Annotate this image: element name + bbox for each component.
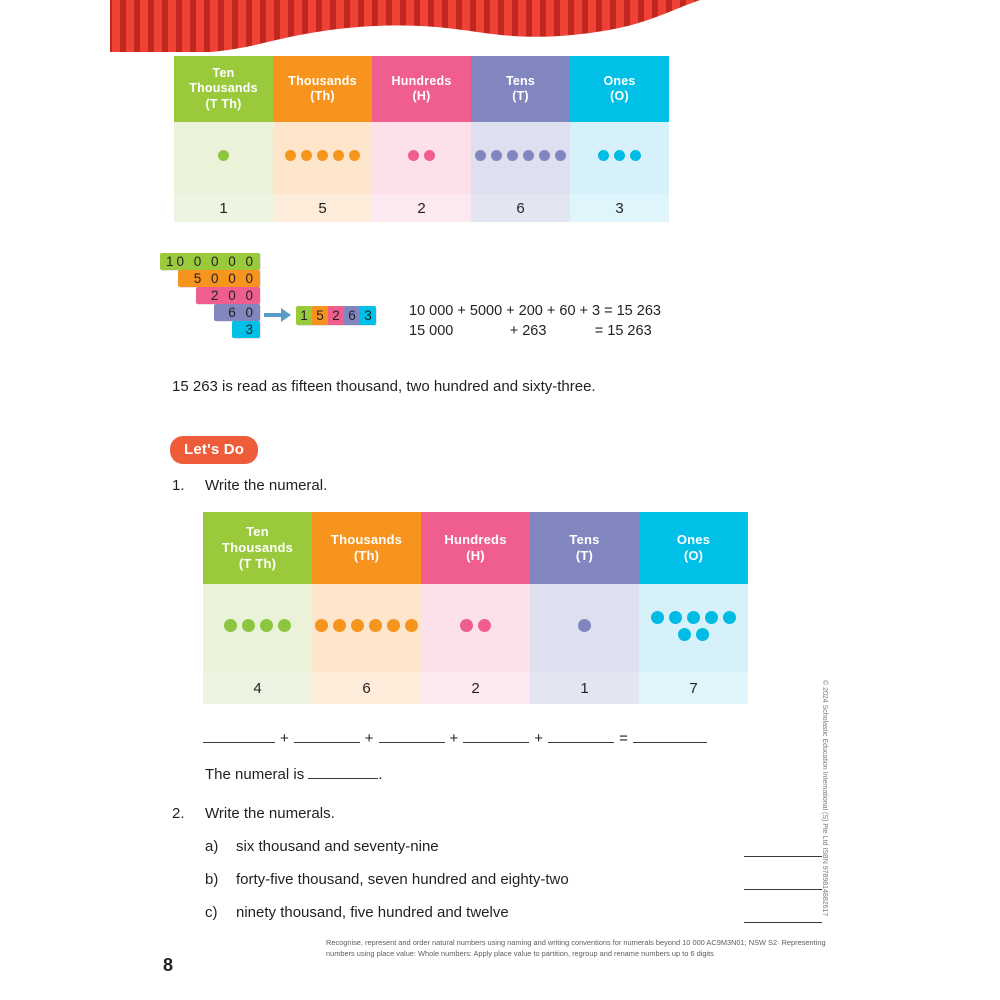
dots-cell-tens bbox=[471, 122, 570, 194]
place-value-dot bbox=[630, 150, 641, 161]
digit-ones: 3 bbox=[570, 194, 669, 222]
numeral-answer-blank[interactable] bbox=[308, 765, 378, 779]
digit-ten-thousands: 1 bbox=[174, 194, 273, 222]
question-2c-text: ninety thousand, five hundred and twelve bbox=[236, 904, 509, 921]
header-thousands bbox=[273, 56, 372, 122]
dot-group bbox=[576, 617, 594, 634]
header-tens bbox=[471, 56, 570, 122]
dot-row bbox=[576, 621, 594, 638]
combined-digit-4: 3 bbox=[360, 306, 376, 325]
place-value-chart-example bbox=[174, 56, 669, 222]
place-value-dot bbox=[301, 150, 312, 161]
equation-line-1: 10 000 + 5000 + 200 + 60 + 3 = 15 263 bbox=[409, 303, 661, 319]
dots-cell-ones bbox=[639, 584, 748, 672]
place-value-dot bbox=[351, 619, 364, 632]
dot-row bbox=[406, 150, 422, 167]
operator-1: + bbox=[364, 730, 374, 747]
dots-cell-thousands bbox=[273, 122, 372, 194]
header-ones bbox=[570, 56, 669, 122]
expanded-blank-1[interactable] bbox=[294, 729, 360, 743]
place-value-dot bbox=[555, 150, 566, 161]
question-2c-answer-line[interactable] bbox=[744, 922, 822, 923]
header-line-3: (Th) bbox=[310, 89, 335, 103]
operator-3: + bbox=[534, 730, 544, 747]
header-line-1: Ten bbox=[246, 524, 269, 540]
place-value-dot bbox=[315, 619, 328, 632]
dot-group bbox=[222, 617, 294, 634]
place-value-dot bbox=[242, 619, 255, 632]
expanded-form-strips bbox=[160, 253, 280, 358]
place-value-dot bbox=[333, 150, 344, 161]
header-hundreds bbox=[421, 512, 530, 584]
place-value-dot bbox=[507, 150, 518, 161]
digit-ones: 7 bbox=[639, 672, 748, 704]
place-value-dot bbox=[614, 150, 625, 161]
header-line-2: Hundreds bbox=[391, 73, 452, 88]
header-line-2: Thousands bbox=[288, 73, 357, 88]
question-2b-letter: b) bbox=[205, 871, 219, 888]
question-2a-answer-line[interactable] bbox=[744, 856, 822, 857]
place-value-dot bbox=[475, 150, 486, 161]
combined-digit-1: 5 bbox=[312, 306, 328, 325]
dots-cell-ten-thousands bbox=[203, 584, 312, 672]
dot-row bbox=[222, 621, 258, 638]
place-value-strip-2: 2 0 0 bbox=[196, 287, 260, 304]
dot-row bbox=[283, 150, 299, 167]
combined-digit-0: 1 bbox=[296, 306, 312, 325]
digit-tens: 6 bbox=[471, 194, 570, 222]
dots-cell-thousands bbox=[312, 584, 421, 672]
header-line-1: Ten bbox=[212, 66, 235, 81]
expanded-blank-3[interactable] bbox=[463, 729, 529, 743]
dot-row bbox=[299, 150, 331, 167]
dot-row bbox=[703, 613, 739, 630]
header-line-3: (Th) bbox=[353, 548, 380, 563]
expanded-blank-2[interactable] bbox=[379, 729, 445, 743]
read-as-sentence: 15 263 is read as fifteen thousand, two hundred and sixty-three. bbox=[172, 378, 596, 395]
header-line-2: Ones bbox=[676, 532, 711, 548]
place-value-dot bbox=[723, 611, 736, 624]
place-value-chart-exercise bbox=[203, 512, 748, 704]
digit-ten-thousands: 4 bbox=[203, 672, 312, 704]
table-header-row bbox=[203, 512, 748, 584]
place-value-dot bbox=[523, 150, 534, 161]
dot-row bbox=[537, 150, 569, 167]
place-value-strip-3: 6 0 bbox=[214, 304, 260, 321]
combined-digit-2: 2 bbox=[328, 306, 344, 325]
question-2b-text: forty-five thousand, seven hundred and eighty-two bbox=[236, 871, 569, 888]
dot-row bbox=[385, 621, 421, 638]
place-value-dot bbox=[408, 150, 419, 161]
dot-row bbox=[313, 621, 349, 638]
header-line-2: Tens bbox=[569, 532, 600, 548]
header-line-3: (O) bbox=[610, 89, 629, 103]
place-value-dot bbox=[578, 619, 591, 632]
place-value-dot bbox=[260, 619, 273, 632]
question-2a-text: six thousand and seventy-nine bbox=[236, 838, 439, 855]
arrow-right-icon bbox=[264, 307, 292, 323]
dot-group bbox=[283, 148, 363, 163]
header-line-3: (O) bbox=[683, 548, 704, 563]
place-value-dot bbox=[598, 150, 609, 161]
digit-hundreds: 2 bbox=[421, 672, 530, 704]
digit-thousands: 5 bbox=[273, 194, 372, 222]
dot-row bbox=[422, 150, 438, 167]
place-value-strip-4: 3 bbox=[232, 321, 260, 338]
place-value-dot bbox=[224, 619, 237, 632]
place-value-strip-0: 10 0 0 0 0 bbox=[160, 253, 260, 270]
dot-row bbox=[667, 613, 703, 630]
expanded-blank-total[interactable] bbox=[633, 729, 707, 743]
place-value-dot bbox=[218, 150, 229, 161]
place-value-dot bbox=[651, 611, 664, 624]
place-value-dot bbox=[278, 619, 291, 632]
dot-group bbox=[406, 148, 438, 163]
header-line-3: (T) bbox=[575, 548, 594, 563]
curriculum-note: Recognise, represent and order natural numbers using naming and writing conventions for numerals beyond 10 000 AC9M3N01; NSW S2· Representing numbers using place value: Whole numbers: Apply place value to partition, regroup and rename numbers up to 6 digits bbox=[326, 938, 826, 958]
header-hundreds bbox=[372, 56, 471, 122]
dot-row bbox=[596, 150, 612, 167]
dot-row bbox=[628, 150, 644, 167]
dot-row bbox=[473, 150, 505, 167]
place-value-dot bbox=[387, 619, 400, 632]
combined-digit-3: 6 bbox=[344, 306, 360, 325]
digit-tens: 1 bbox=[530, 672, 639, 704]
dots-cell-hundreds bbox=[372, 122, 471, 194]
dot-row bbox=[612, 150, 628, 167]
dots-cell-hundreds bbox=[421, 584, 530, 672]
lets-do-badge: Let's Do bbox=[170, 436, 258, 464]
place-value-dot bbox=[349, 150, 360, 161]
copyright-notice: © 2024 Scholastic Education International (S) Pte Ltd ISBN 9789814882617 bbox=[821, 680, 828, 917]
dot-row bbox=[349, 621, 385, 638]
place-value-dot bbox=[696, 628, 709, 641]
place-value-dot bbox=[539, 150, 550, 161]
place-value-dot bbox=[285, 150, 296, 161]
dot-row bbox=[216, 150, 232, 167]
page-number: 8 bbox=[163, 955, 174, 975]
question-1-number: 1. bbox=[172, 477, 185, 494]
expanded-form-answer-row[interactable] bbox=[203, 729, 743, 747]
dot-row bbox=[676, 630, 712, 647]
header-line-3: (T) bbox=[512, 89, 529, 103]
header-line-2: Tens bbox=[505, 73, 536, 88]
header-line-3: (T Th) bbox=[205, 96, 242, 111]
table-digits-row bbox=[174, 194, 669, 222]
dot-group bbox=[458, 617, 494, 634]
place-value-dot bbox=[333, 619, 346, 632]
place-value-dot bbox=[491, 150, 502, 161]
place-value-dot bbox=[669, 611, 682, 624]
dot-group bbox=[313, 617, 421, 634]
header-ones bbox=[639, 512, 748, 584]
numeral-answer-sentence bbox=[205, 765, 383, 785]
operator-4: = bbox=[619, 730, 628, 747]
dots-cell-tens bbox=[530, 584, 639, 672]
dot-group bbox=[473, 148, 569, 163]
expanded-blank-4[interactable] bbox=[548, 729, 614, 743]
header-ten-thousands bbox=[174, 56, 273, 122]
numeral-suffix: . bbox=[378, 766, 383, 783]
question-2c-letter: c) bbox=[205, 904, 218, 921]
equation-line-2: 15 000 + 263 = 15 263 bbox=[409, 323, 652, 339]
dot-group bbox=[216, 148, 232, 163]
table-dots-row bbox=[203, 584, 748, 672]
header-tens bbox=[530, 512, 639, 584]
table-header-row bbox=[174, 56, 669, 122]
place-value-dot bbox=[478, 619, 491, 632]
dots-cell-ten-thousands bbox=[174, 122, 273, 194]
dot-row bbox=[458, 621, 494, 638]
expanded-blank-0[interactable] bbox=[203, 729, 275, 743]
header-line-3: (T Th) bbox=[238, 555, 277, 571]
header-line-2: Thousands bbox=[330, 532, 403, 548]
place-value-dot bbox=[705, 611, 718, 624]
table-dots-row bbox=[174, 122, 669, 194]
place-value-dot bbox=[317, 150, 328, 161]
digit-thousands: 6 bbox=[312, 672, 421, 704]
question-1-text: Write the numeral. bbox=[205, 477, 328, 494]
place-value-dot bbox=[369, 619, 382, 632]
table-digits-row bbox=[203, 672, 748, 704]
place-value-dot bbox=[687, 611, 700, 624]
header-thousands bbox=[312, 512, 421, 584]
question-2-text: Write the numerals. bbox=[205, 805, 335, 822]
place-value-strip-1: 5 0 0 0 bbox=[178, 270, 260, 287]
dots-cell-ones bbox=[570, 122, 669, 194]
operator-0: + bbox=[280, 730, 289, 747]
combined-numeral-strip bbox=[296, 306, 376, 325]
header-line-2: Thousands bbox=[221, 540, 294, 556]
place-value-dot bbox=[678, 628, 691, 641]
dot-group bbox=[596, 148, 644, 163]
header-line-3: (H) bbox=[412, 89, 431, 103]
place-value-dot bbox=[460, 619, 473, 632]
question-2-number: 2. bbox=[172, 805, 185, 822]
dot-group bbox=[639, 609, 748, 643]
numeral-prefix: The numeral is bbox=[205, 766, 305, 783]
expanded-form-equations bbox=[409, 301, 661, 341]
place-value-dot bbox=[424, 150, 435, 161]
header-line-3: (H) bbox=[466, 548, 485, 563]
question-2b-answer-line[interactable] bbox=[744, 889, 822, 890]
operator-2: + bbox=[449, 730, 459, 747]
dot-row bbox=[649, 613, 667, 630]
digit-hundreds: 2 bbox=[372, 194, 471, 222]
question-2a-letter: a) bbox=[205, 838, 219, 855]
dot-row bbox=[258, 621, 294, 638]
dot-row bbox=[505, 150, 537, 167]
header-line-2: Hundreds bbox=[444, 532, 507, 548]
header-line-2: Thousands bbox=[189, 81, 258, 96]
dot-row bbox=[331, 150, 363, 167]
header-ten-thousands bbox=[203, 512, 312, 584]
header-line-2: Ones bbox=[603, 73, 636, 88]
place-value-dot bbox=[405, 619, 418, 632]
